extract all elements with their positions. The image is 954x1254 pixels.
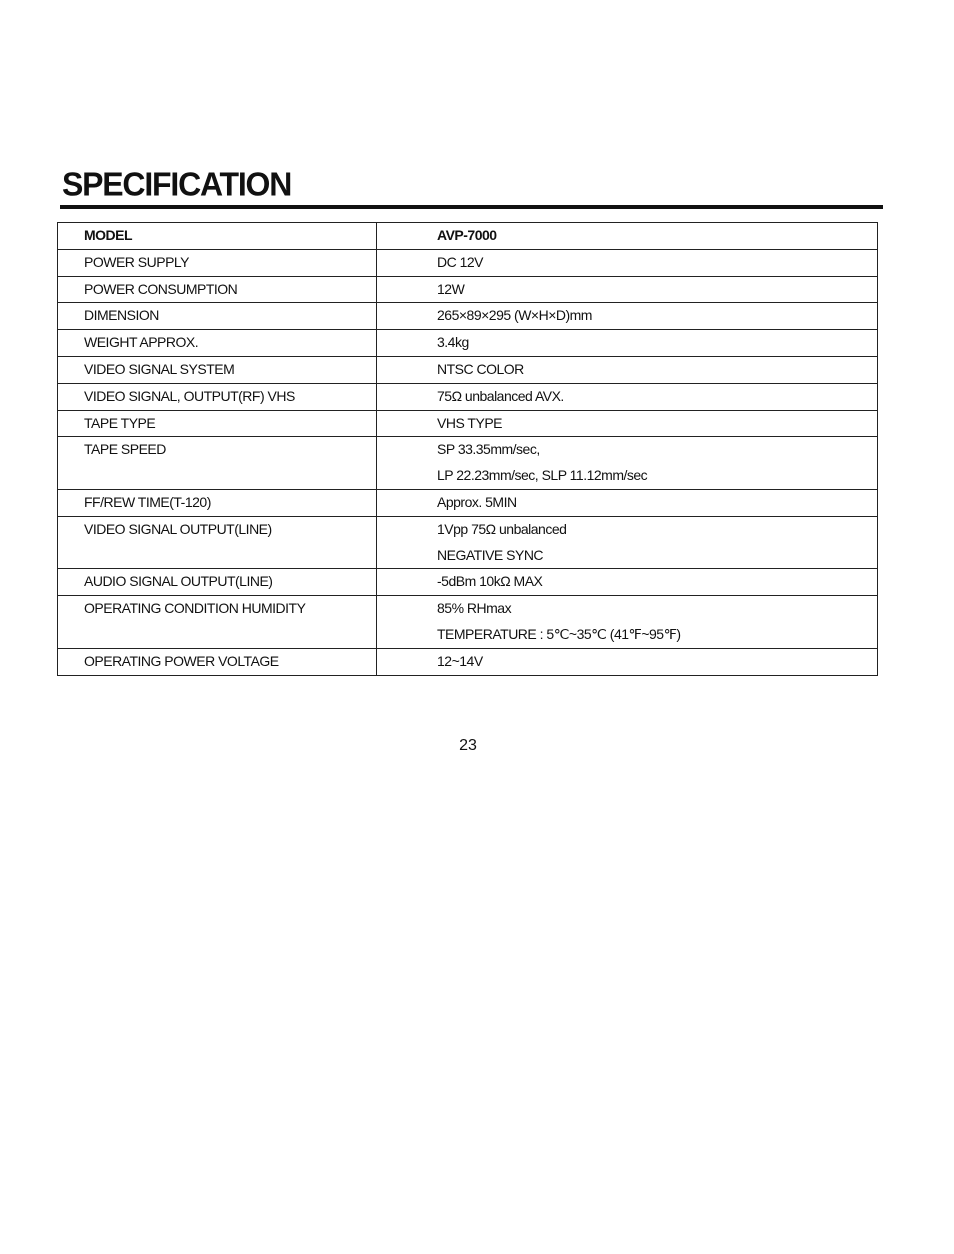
- row-value: 12~14V: [437, 652, 483, 669]
- row-label: VIDEO SIGNAL SYSTEM: [84, 360, 235, 377]
- row-value: TEMPERATURE : 5℃~35℃ (41℉~95℉): [437, 625, 681, 642]
- specification-table: [57, 222, 878, 676]
- row-label-cell: [58, 569, 377, 596]
- table-row: [58, 437, 878, 490]
- table-row: [58, 516, 878, 569]
- table-row: [58, 249, 878, 276]
- table-row: [58, 383, 878, 410]
- row-value: NEGATIVE SYNC: [437, 546, 544, 563]
- row-value: Approx. 5MIN: [437, 493, 517, 510]
- table-row: [58, 569, 878, 596]
- row-label-cell: [58, 489, 377, 516]
- row-value: 1Vpp 75Ω unbalanced: [437, 520, 567, 537]
- row-label: FF/REW TIME(T-120): [84, 493, 211, 510]
- row-label: DIMENSION: [84, 307, 159, 324]
- title-rule: [60, 205, 883, 209]
- row-label-cell: [58, 596, 377, 649]
- table-row: [58, 276, 878, 303]
- row-value-cell: [377, 648, 878, 675]
- row-label: VIDEO SIGNAL OUTPUT(LINE): [84, 520, 272, 537]
- row-label-cell: [58, 648, 377, 675]
- row-value: 3.4kg: [437, 334, 469, 351]
- header-value: AVP-7000: [437, 227, 497, 243]
- row-value-cell: [377, 249, 878, 276]
- row-label: TAPE TYPE: [84, 414, 156, 431]
- table-row: [58, 356, 878, 383]
- row-value: DC 12V: [437, 253, 484, 270]
- row-label-cell: [58, 516, 377, 569]
- row-label: OPERATING CONDITION HUMIDITY: [84, 600, 306, 617]
- row-value-cell: [377, 516, 878, 569]
- row-value: -5dBm 10kΩ MAX: [437, 573, 543, 590]
- row-value-cell: [377, 489, 878, 516]
- row-label-cell: [58, 303, 377, 330]
- page-number: 23: [459, 737, 477, 754]
- table-row: [58, 330, 878, 357]
- page-title: SPECIFICATION: [62, 165, 292, 203]
- table-header-row: [58, 223, 878, 250]
- row-value-cell: [377, 437, 878, 490]
- row-value-cell: [377, 410, 878, 437]
- row-value-cell: [377, 303, 878, 330]
- row-label: AUDIO SIGNAL OUTPUT(LINE): [84, 573, 273, 590]
- row-value: NTSC COLOR: [437, 360, 524, 377]
- row-label: POWER SUPPLY: [84, 253, 189, 270]
- table-row: [58, 489, 878, 516]
- header-value-cell: [377, 223, 878, 250]
- row-value: 75Ω unbalanced AVX.: [437, 387, 564, 404]
- row-value-cell: [377, 596, 878, 649]
- row-label-cell: [58, 410, 377, 437]
- row-value: 85% RHmax: [437, 600, 512, 617]
- table-row: [58, 410, 878, 437]
- row-value: 12W: [437, 280, 465, 297]
- row-label: VIDEO SIGNAL, OUTPUT(RF) VHS: [84, 387, 295, 404]
- row-label-cell: [58, 249, 377, 276]
- row-value-cell: [377, 383, 878, 410]
- table-row: [58, 303, 878, 330]
- row-value-cell: [377, 569, 878, 596]
- row-label: OPERATING POWER VOLTAGE: [84, 652, 279, 669]
- row-value-cell: [377, 276, 878, 303]
- row-value-cell: [377, 330, 878, 357]
- row-value: LP 22.23mm/sec, SLP 11.12mm/sec: [437, 467, 648, 484]
- row-label: POWER CONSUMPTION: [84, 280, 238, 297]
- row-value: VHS TYPE: [437, 414, 502, 431]
- row-value: 265×89×295 (W×H×D)mm: [437, 307, 592, 324]
- row-label: WEIGHT APPROX.: [84, 334, 199, 351]
- row-value: SP 33.35mm/sec,: [437, 441, 540, 458]
- row-label-cell: [58, 276, 377, 303]
- header-label: MODEL: [84, 227, 133, 243]
- row-label-cell: [58, 383, 377, 410]
- row-label: TAPE SPEED: [84, 441, 166, 458]
- row-label-cell: [58, 330, 377, 357]
- table-row: [58, 648, 878, 675]
- row-label-cell: [58, 437, 377, 490]
- row-value-cell: [377, 356, 878, 383]
- row-label-cell: [58, 356, 377, 383]
- table-row: [58, 596, 878, 649]
- header-label-cell: [58, 223, 377, 250]
